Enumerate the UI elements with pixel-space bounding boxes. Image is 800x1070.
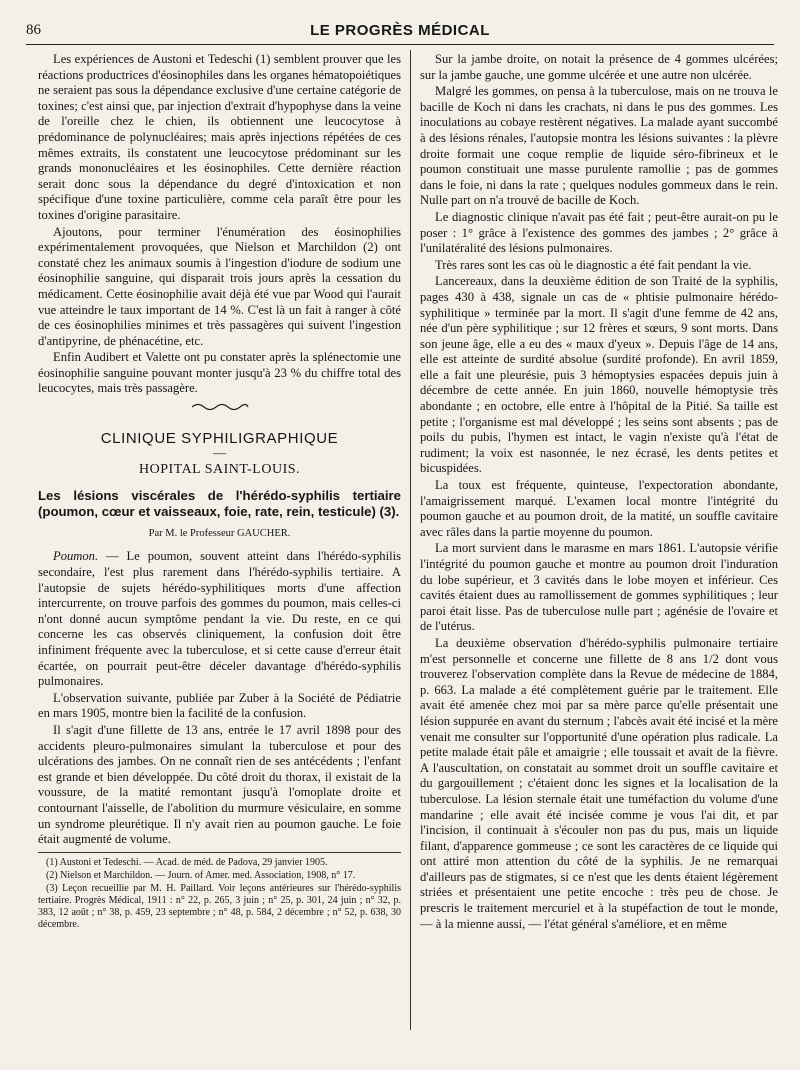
- journal-title: LE PROGRÈS MÉDICAL: [310, 22, 490, 39]
- paragraph: Sur la jambe droite, on notait la présence de 4 gommes ulcérées; sur la jambe gauche, une gomme ulcérée et une autre non ulcérée.: [420, 52, 778, 82]
- paragraph: Il s'agit d'une fillette de 13 ans, entrée le 17 avril 1898 pour des accidents pleuro-pulmonaires simulant la tuberculose et pour des ulcérations des jambes. On ne connaît rien de ses antécédents ; l'enfant est grande et bien développée. Du côté droit du thorax, il existait de la voussure, de la matité remontant jusqu'à l'omoplate droite et contournant l'aisselle, de l'abolition du murmure vésiculaire, en somme un syndrome pleurétique. Il n'y avait rien au poumon gauche. Le foie était augmenté de volume.: [38, 722, 401, 847]
- paragraph: Les expériences de Austoni et Tedeschi (1) semblent prouver que les réactions productrices d'éosinophiles dans les organes hématopoiétiques ne seraient pas sous la dépendance exclusive d'une certaine catégorie de toxines; c'est ainsi que, par injection d'extrait d'hypophyse dans la veine de l'oreille chez le chien, ils obtiennent une leucocytose à prédominance de polynucléaires; mais après injections répétées de ces mêmes extraits, ils constatent une leucocytose prédominant sur les grands mononucléaires et les éosinophiles. Cette dernière réaction serait donc sous la dépendance du degré d'intoxication et non spécifique d'une toxine particulière, comme cela paraît être pour les toxines d'origine parasitaire.: [38, 52, 401, 222]
- paragraph: [38, 549, 401, 689]
- section-heading: CLINIQUE SYPHILIGRAPHIQUE: [100, 429, 339, 447]
- page-number: 86: [26, 22, 41, 38]
- paragraph: Malgré les gommes, on pensa à la tuberculose, mais on ne trouva le bacille de Koch ni dans les crachats, ni dans le pus des gommes. Les inoculations au cobaye restèrent négatives. La malade ayant succombé à des lésions rénales, l'autopsie montra les lésions suivantes : la plèvre droite formait une coque remplie de liquide séro-fibrineux et le poumon constituait une masse purulente ramollie ; pas de gommes dans le foie, ni dans la rate ; quelques nodules gommeux dans le rein. Nulle part on n'a trouvé de bacille de Koch.: [420, 84, 778, 208]
- right-column: [420, 52, 778, 933]
- paragraph-lead: Poumon.: [53, 549, 99, 564]
- paragraph: Le diagnostic clinique n'avait pas été fait ; peut-être aurait-on pu le poser : 1° grâce à l'existence des gommes des jambes ; 2° grâce à l'unilatéralité des lésions pulmonaires.: [420, 209, 778, 256]
- ornament-divider: [38, 401, 401, 417]
- footnote: (2) Nielson et Marchildon. — Journ. of Amer. med. Association, 1908, n° 17.: [46, 869, 356, 881]
- paragraph: Très rares sont les cas où le diagnostic a été fait pendant la vie.: [435, 257, 752, 272]
- byline: Par M. le Professeur GAUCHER.: [148, 527, 291, 539]
- section-dash: —: [213, 445, 226, 461]
- paragraph: Enfin Audibert et Valette ont pu constater après la splénectomie une éosinophilie sanguine pouvant monter jusqu'à 23 % du chiffre total des leucocytes, mais très passagère.: [38, 350, 401, 396]
- paragraph: L'observation suivante, publiée par Zuber à la Société de Pédiatrie en mars 1905, montre bien la facilité de la confusion.: [38, 690, 401, 721]
- ornament-icon: [190, 402, 250, 412]
- column-divider: [410, 50, 411, 1030]
- paragraph: La toux est fréquente, quinteuse, l'expectoration abondante, l'amaigrissement marqué. L'examen local montre l'intégrité du poumon gauche et au poumon droit, de la matité, un souffle cavitaire avec râles dans la partie moyenne du poumon.: [420, 478, 778, 539]
- hospital-heading: HOPITAL SAINT-LOUIS.: [138, 462, 301, 478]
- footnotes: [38, 857, 401, 931]
- footnote: (1) Austoni et Tedeschi. — Acad. de méd. de Padova, 29 janvier 1905.: [46, 856, 328, 868]
- article-title: Les lésions viscérales de l'hérédo-syphilis tertiaire (poumon, cœur et vaisseaux, foie, rate, rein, testicule) (3).: [38, 487, 401, 519]
- footnote-rule: [38, 852, 401, 853]
- paragraph: La mort survient dans le marasme en mars 1861. L'autopsie vérifie l'intégrité du poumon gauche et montre au poumon droit l'induration du lobe supérieur, et 3 cavités dans le lobe moyen et inférieur. Ces cavités étaient dues au ramollissement de gommes syphilitiques ; leur paroi était lisse. Pas de tuberculose nulle part ; agénésie de l'ovaire et de l'utérus.: [420, 541, 778, 634]
- page-header: [26, 22, 774, 45]
- paragraph: Lancereaux, dans la deuxième édition de son Traité de la syphilis, pages 430 à 438, signale un cas de « phtisie pulmonaire hérédo-syphilitique » terminée par la mort. Il s'agit d'une femme de 42 ans, née d'un père syphilitique ; sur 12 frères et sœurs, 9 sont morts. Dans son jeune âge, elle a eu des « maux d'yeux ». Depuis l'âge de 14 ans, elle est atteinte de surdité absolue (surdité profonde). En avril 1859, elle a fait une pleurésie, puis 3 hémoptysies espacées depuis juin à décembre de cette année. En juin 1860, nouvelle hémoptysie très abondante ; en octobre, elle entre à l'hôpital de la Pitié. Sa taille est petite ; l'organisme est mal développé ; les seins sont absents ; pas de poils du pubis, l'hymen est intact, le vagin n'existe qu'à l'état de rudiment; la voix est nasonnée, le nez écrasé, les dents petites et bicuspidées.: [420, 274, 778, 476]
- footnote: (3) Leçon recueillie par M. H. Paillard. Voir leçons antérieures sur l'hérédo-syphilis tertiaire. Progrès Médical, 1911 : n° 22, p. 265, 3 juin ; n° 25, p. 301, 24 juin ; n° 32, p. 383, 12 août ; n° 38, p. 459, 23 septembre ; n° 48, p. 584, 2 décembre ; n° 52, p. 638, 30 décembre.: [38, 882, 401, 930]
- left-column: [38, 52, 401, 932]
- paragraph: Ajoutons, pour terminer l'énumération des éosinophilies expérimentalement provoquées, que Nielson et Marchildon (2) ont constaté chez les animaux soumis à l'ingestion d'iodure de sodium une éosinophilie sanguine, qui disparait trois jours après la cessation du médicament. Cette éosinophilie avait déjà été vue par Wood qui l'aurait vue atteindre le taux important de 14 %. C'est là un fait à ranger à côté de ces éosinophilies minimes et très passagères qui suivent l'ingestion d'antipyrine, de phénacétine, etc.: [38, 224, 401, 348]
- paragraph: La deuxième observation d'hérédo-syphilis pulmonaire tertiaire m'est personnelle et concerne une fillette de 8 ans 1/2 dont vous trouverez l'observation complète dans la Revue de médecine de 1884, p. 663. La malade a été complètement guérie par le traitement. Elle avait été amenée chez moi par sa mère parce qu'elle présentait une lésion suppurée en avant du sternum ; l'abcès avait été incisé et la mère venait me consulter sur l'opportunité d'une opération plus radicale. La petite malade était pâle et amaigrie ; elle toussait et avait de la fièvre. A l'auscultation, on constatait au sommet droit un souffle cavitaire et du gargouillement ; c'étaient donc les signes et la localisation de la tuberculose. La lésion sternale était une tuméfaction du volume d'une mandarine ; elle avait été incisée comme je vous l'ai dit, et par l'incision, il continuait à s'écouler non pas du pus, mais un liquide filant, d'apparence gommeuse ; ce sont les caractères de ce liquide qui ont attiré mon attention du côté de la syphilis. Je ne remarquai d'ailleurs pas de stigmates, si ce n'est que les dents étaient légèrement striées et présentaient une petite encoche : très peu de chose. Je prescris le traitement mercuriel et à la stupéfaction de tout le monde, — à la mienne aussi, — l'état général s'améliore, et en même: [420, 635, 778, 931]
- paragraph-body: — Le poumon, souvent atteint dans l'hérédo-syphilis secondaire, l'est plus rarement dans l'hérédo-syphilis tertiaire. A l'autopsie de sujets hérédo-syphilitiques morts d'une affection intercurrente, on trouve parfois des gommes du poumon, mais celles-ci n'ont donné aucun symptôme pendant la vie. Du reste, en ce qui concerne les cas observés cliniquement, la confusion doit être infiniment fréquente avec la tuberculose, et si cette cause d'erreur était écartée, on pourrait peut-être déceler davantage d'hérédo-syphilis pulmonaires.: [38, 549, 401, 689]
